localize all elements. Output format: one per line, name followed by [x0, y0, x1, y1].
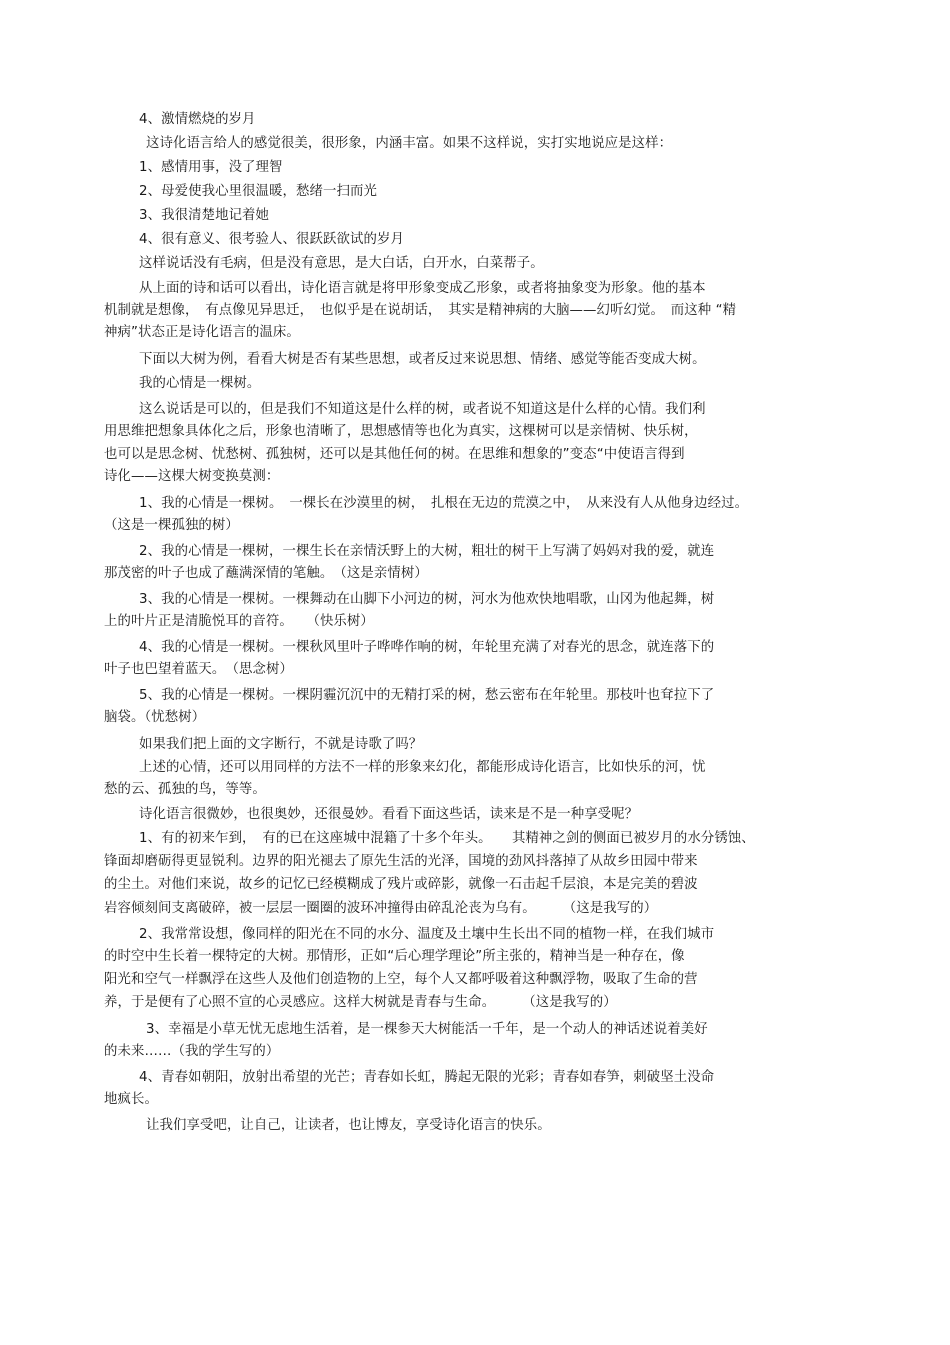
text-line: 脑袋。（忧愁树）	[104, 710, 206, 725]
text-line: 1、感情用事，没了理智	[139, 160, 283, 175]
text-line: 5、我的心情是一棵树。一棵阴霾沉沉中的无精打采的树，愁云密布在年轮里。那枝叶也耷拉下了	[139, 688, 715, 703]
text-line: 阳光和空气一样飘浮在这些人及他们创造物的上空，每个人又都呼吸着这种飘浮物，吸取了生命的营	[104, 972, 698, 987]
text-line: 锋面却磨砺得更显锐利。边界的阳光褪去了原先生活的光泽，国境的劲风抖落掉了从故乡田园中带来	[104, 854, 698, 869]
text-line: 上述的心情，还可以用同样的方法不一样的形象来幻化，都能形成诗化语言，比如快乐的河，忧	[139, 760, 706, 775]
text-line: 也可以是思念树、忧愁树、孤独树，还可以是其他任何的树。在思维和想象的”变态“中使语言得到	[104, 447, 685, 462]
text-line: 我的心情是一棵树。	[139, 376, 261, 391]
text-line: 4、很有意义、很考验人、很跃跃欲试的岁月	[139, 232, 404, 247]
text-line: 如果我们把上面的文字断行，不就是诗歌了吗？	[139, 737, 423, 752]
text-line: 愁的云、孤独的鸟，等等。	[104, 782, 266, 797]
text-line: 养，于是便有了心照不宣的心灵感应。这样大树就是青春与生命。 （这是我写的）	[104, 995, 617, 1010]
text-line: 的时空中生长着一棵特定的大树。那情形，正如“后心理学理论”所主张的，精神当是一种存在，像	[104, 949, 685, 964]
text-line: 4、激情燃烧的岁月	[139, 112, 256, 127]
text-line: 2、母爱使我心里很温暖，愁绪一扫而光	[139, 184, 377, 199]
text-line: 这诗化语言给人的感觉很美，很形象，内涵丰富。如果不这样说，实打实地说应是这样：	[146, 136, 673, 151]
text-line: 的尘土。对他们来说，故乡的记忆已经模糊成了残片或碎影，就像一石击起千层浪，本是完美的碧波	[104, 877, 698, 892]
text-line: （这是一棵孤独的树）	[104, 518, 239, 533]
text-line: 3、我的心情是一棵树。一棵舞动在山脚下小河边的树，河水为他欢快地唱歌，山冈为他起舞，树	[139, 592, 715, 607]
text-line: 诗化——这棵大树变换莫测：	[104, 469, 280, 484]
text-line: 3、幸福是小草无忧无虑地生活着，是一棵参天大树能活一千年，是一个动人的神话述说着美好	[146, 1022, 708, 1037]
text-line: 地疯长。	[104, 1092, 158, 1107]
text-line: 这样说话没有毛病，但是没有意思，是大白话，白开水，白菜帮子。	[139, 256, 544, 271]
text-line: 1、我的心情是一棵树。 一棵长在沙漠里的树， 扎根在无边的荒漠之中， 从来没有人从他身边经过。	[139, 496, 749, 511]
text-line: 那茂密的叶子也成了蘸满深情的笔触。 （这是亲情树）	[104, 566, 428, 581]
text-line: 机制就是想像， 有点像见异思迁， 也似乎是在说胡话， 其实是精神病的大脑——幻听幻觉。 而这种 “精	[104, 303, 737, 318]
text-line: 岩容倾刻间支离破碎，被一层层一圈圈的波环冲撞得由碎乱沦丧为乌有。 （这是我写的）	[104, 901, 658, 916]
text-line: 诗化语言很微妙，也很奥妙，还很曼妙。看看下面这些话，读来是不是一种享受呢？	[139, 807, 639, 822]
text-line: 叶子也巴望着蓝天。 （思念树）	[104, 662, 293, 677]
text-line: 从上面的诗和话可以看出，诗化语言就是将甲形象变成乙形象，或者将抽象变为形象。他的基本	[139, 281, 706, 296]
text-line: 4、我的心情是一棵树。一棵秋风里叶子哗哗作响的树，年轮里充满了对春光的思念，就连落下的	[139, 640, 715, 655]
text-line: 1、有的初来乍到， 有的已在这座城中混籍了十多个年头。 其精神之剑的侧面已被岁月的水分锈蚀、	[139, 831, 755, 846]
text-line: 用思维把想象具体化之后，形象也清晰了，思想感情等也化为真实，这棵树可以是亲情树、快乐树，	[104, 424, 698, 439]
text-line: 这么说话是可以的，但是我们不知道这是什么样的树，或者说不知道这是什么样的心情。我们利	[139, 402, 706, 417]
text-line: 3、我很清楚地记着她	[139, 208, 270, 223]
text-line: 上的叶片正是清脆悦耳的音符。 （快乐树）	[104, 614, 374, 629]
text-line: 下面以大树为例，看看大树是否有某些思想，或者反过来说思想、情绪、感觉等能否变成大树。	[139, 352, 706, 367]
text-line: 4、青春如朝阳，放射出希望的光芒；青春如长虹，腾起无限的光彩；青春如春笋，刺破坚土没命	[139, 1070, 715, 1085]
text-line: 的未来……（我的学生写的）	[104, 1044, 280, 1059]
text-line: 2、我的心情是一棵树，一棵生长在亲情沃野上的大树，粗壮的树干上写满了妈妈对我的爱，就连	[139, 544, 715, 559]
text-line: 神病”状态正是诗化语言的温床。	[104, 325, 300, 340]
text-line: 让我们享受吧，让自己，让读者，也让博友，享受诗化语言的快乐。	[146, 1118, 551, 1133]
text-line: 2、我常常设想，像同样的阳光在不同的水分、温度及土壤中生长出不同的植物一样，在我们城市	[139, 927, 715, 942]
